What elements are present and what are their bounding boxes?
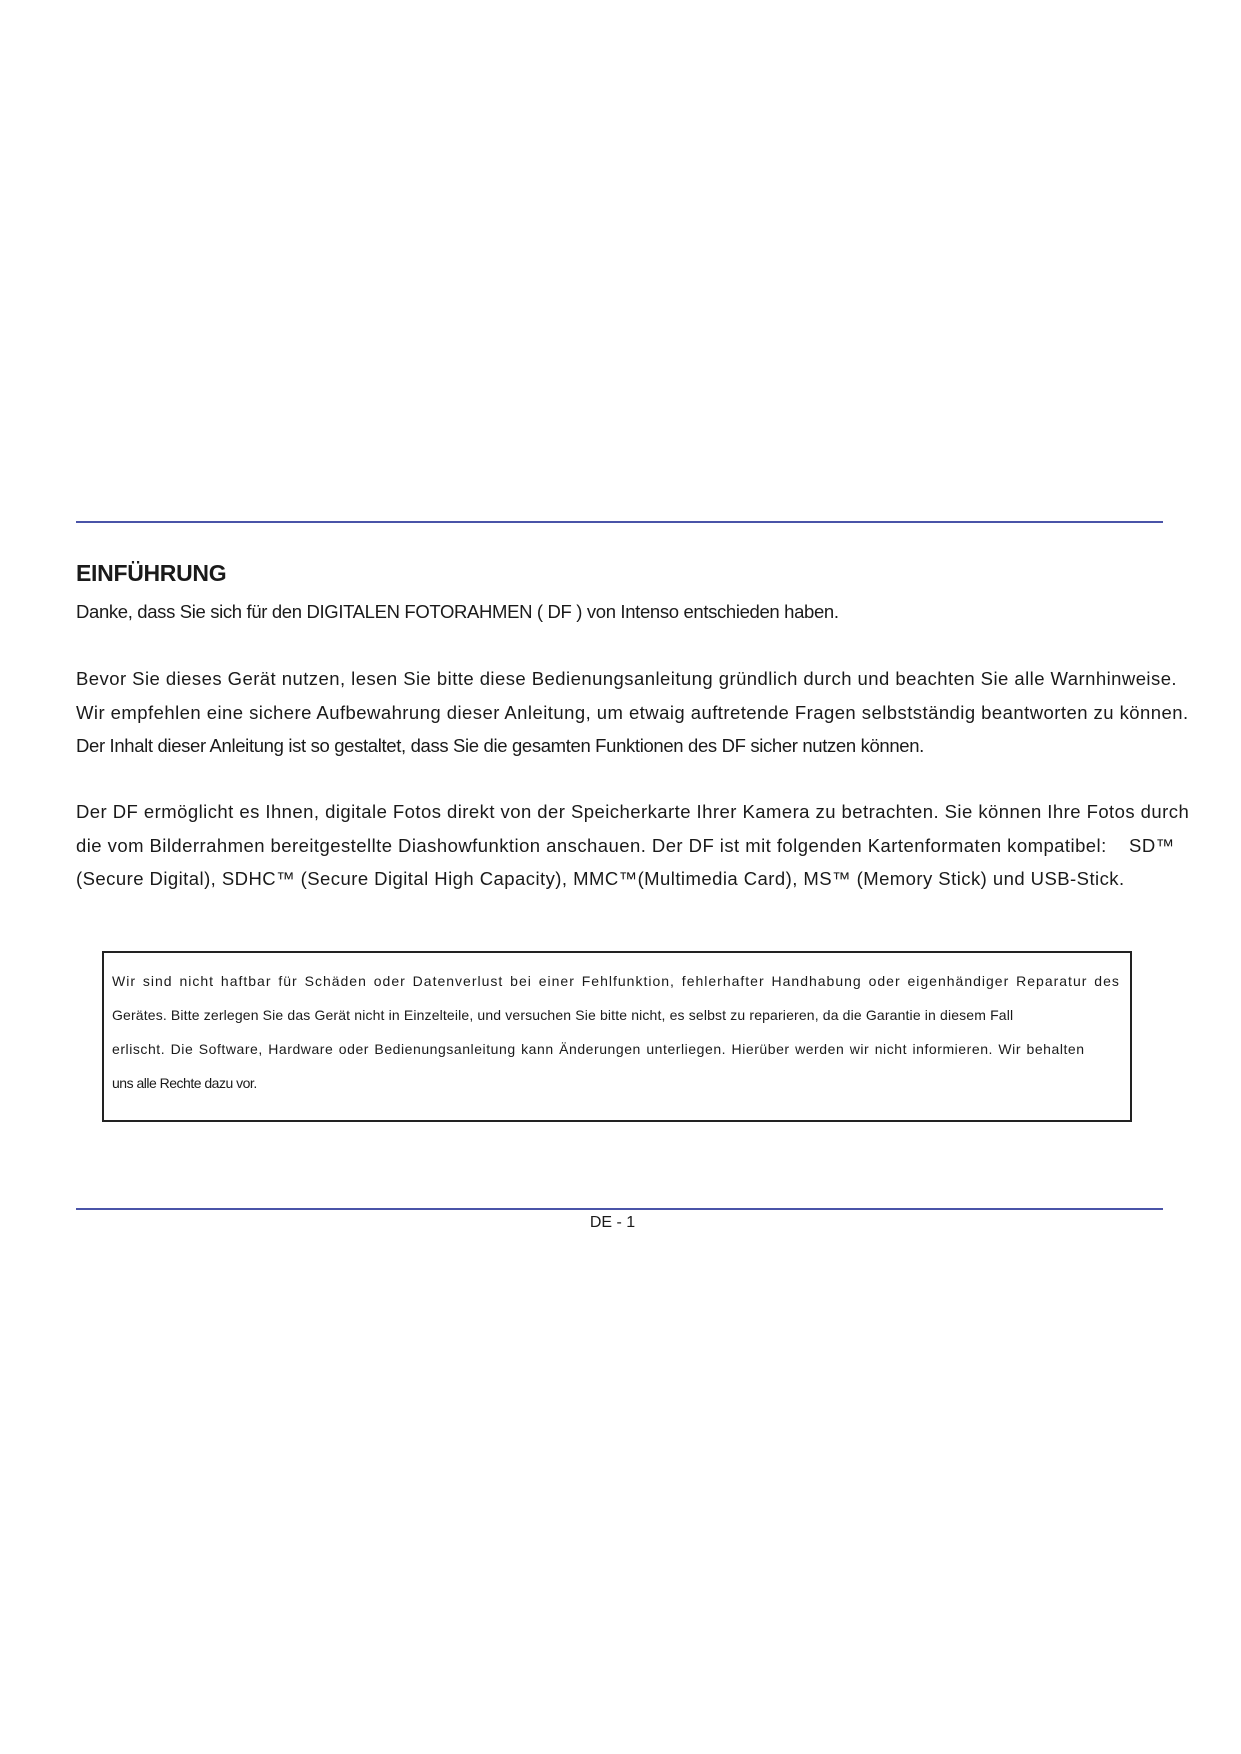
disclaimer-line-2: Gerätes. Bitte zerlegen Sie das Gerät nicht in Einzelteile, und versuchen Sie bitte nicht, es selbst zu reparieren, da die Garantie in diesem Fall [112, 1007, 1014, 1023]
usage-line-1: Bevor Sie dieses Gerät nutzen, lesen Sie bitte diese Bedienungsanleitung gründlich durch und beachten Sie alle Warnhinweise. [76, 668, 1178, 689]
intro-text: Danke, dass Sie sich für den DIGITALEN FOTORAHMEN ( DF ) von Intenso entschieden haben. [76, 601, 839, 622]
features-line-1: Der DF ermöglicht es Ihnen, digitale Fotos direkt von der Speicherkarte Ihrer Kamera zu betrachten. Sie können Ihre Fotos durch [76, 801, 1190, 822]
disclaimer-line-3: erlischt. Die Software, Hardware oder Bedienungsanleitung kann Änderungen unterliegen. Hierüber werden wir nicht informieren. Wir behalten [112, 1041, 1085, 1057]
usage-line-2: Wir empfehlen eine sichere Aufbewahrung dieser Anleitung, um etwaig auftretende Fragen selbstständig beantworten zu können. [76, 701, 1189, 723]
top-divider [76, 521, 1163, 523]
disclaimer-box [102, 951, 1132, 1122]
disclaimer-line-1: Wir sind nicht haftbar für Schäden oder Datenverlust bei einer Fehlfunktion, fehlerhafter Handhabung oder eigenhändiger Reparatur des [112, 973, 1120, 989]
bottom-divider [76, 1208, 1163, 1210]
section-heading: EINFÜHRUNG [76, 560, 227, 586]
features-line-2: die vom Bilderrahmen bereitgestellte Diashowfunktion anschauen. Der DF ist mit folgenden Kartenformaten kompatibel: SD™ [76, 834, 1175, 856]
usage-paragraph [76, 662, 1189, 763]
features-paragraph [76, 795, 1190, 896]
disclaimer-line-4: uns alle Rechte dazu vor. [112, 1075, 257, 1091]
usage-line-3: Der Inhalt dieser Anleitung ist so gestaltet, dass Sie die gesamten Funktionen des DF sicher nutzen können. [76, 735, 924, 756]
features-line-3: (Secure Digital), SDHC™ (Secure Digital High Capacity), MMC™(Multimedia Card), MS™ (Memory Stick) und USB-Stick. [76, 868, 1125, 889]
page-number: DE - 1 [589, 1214, 636, 1231]
